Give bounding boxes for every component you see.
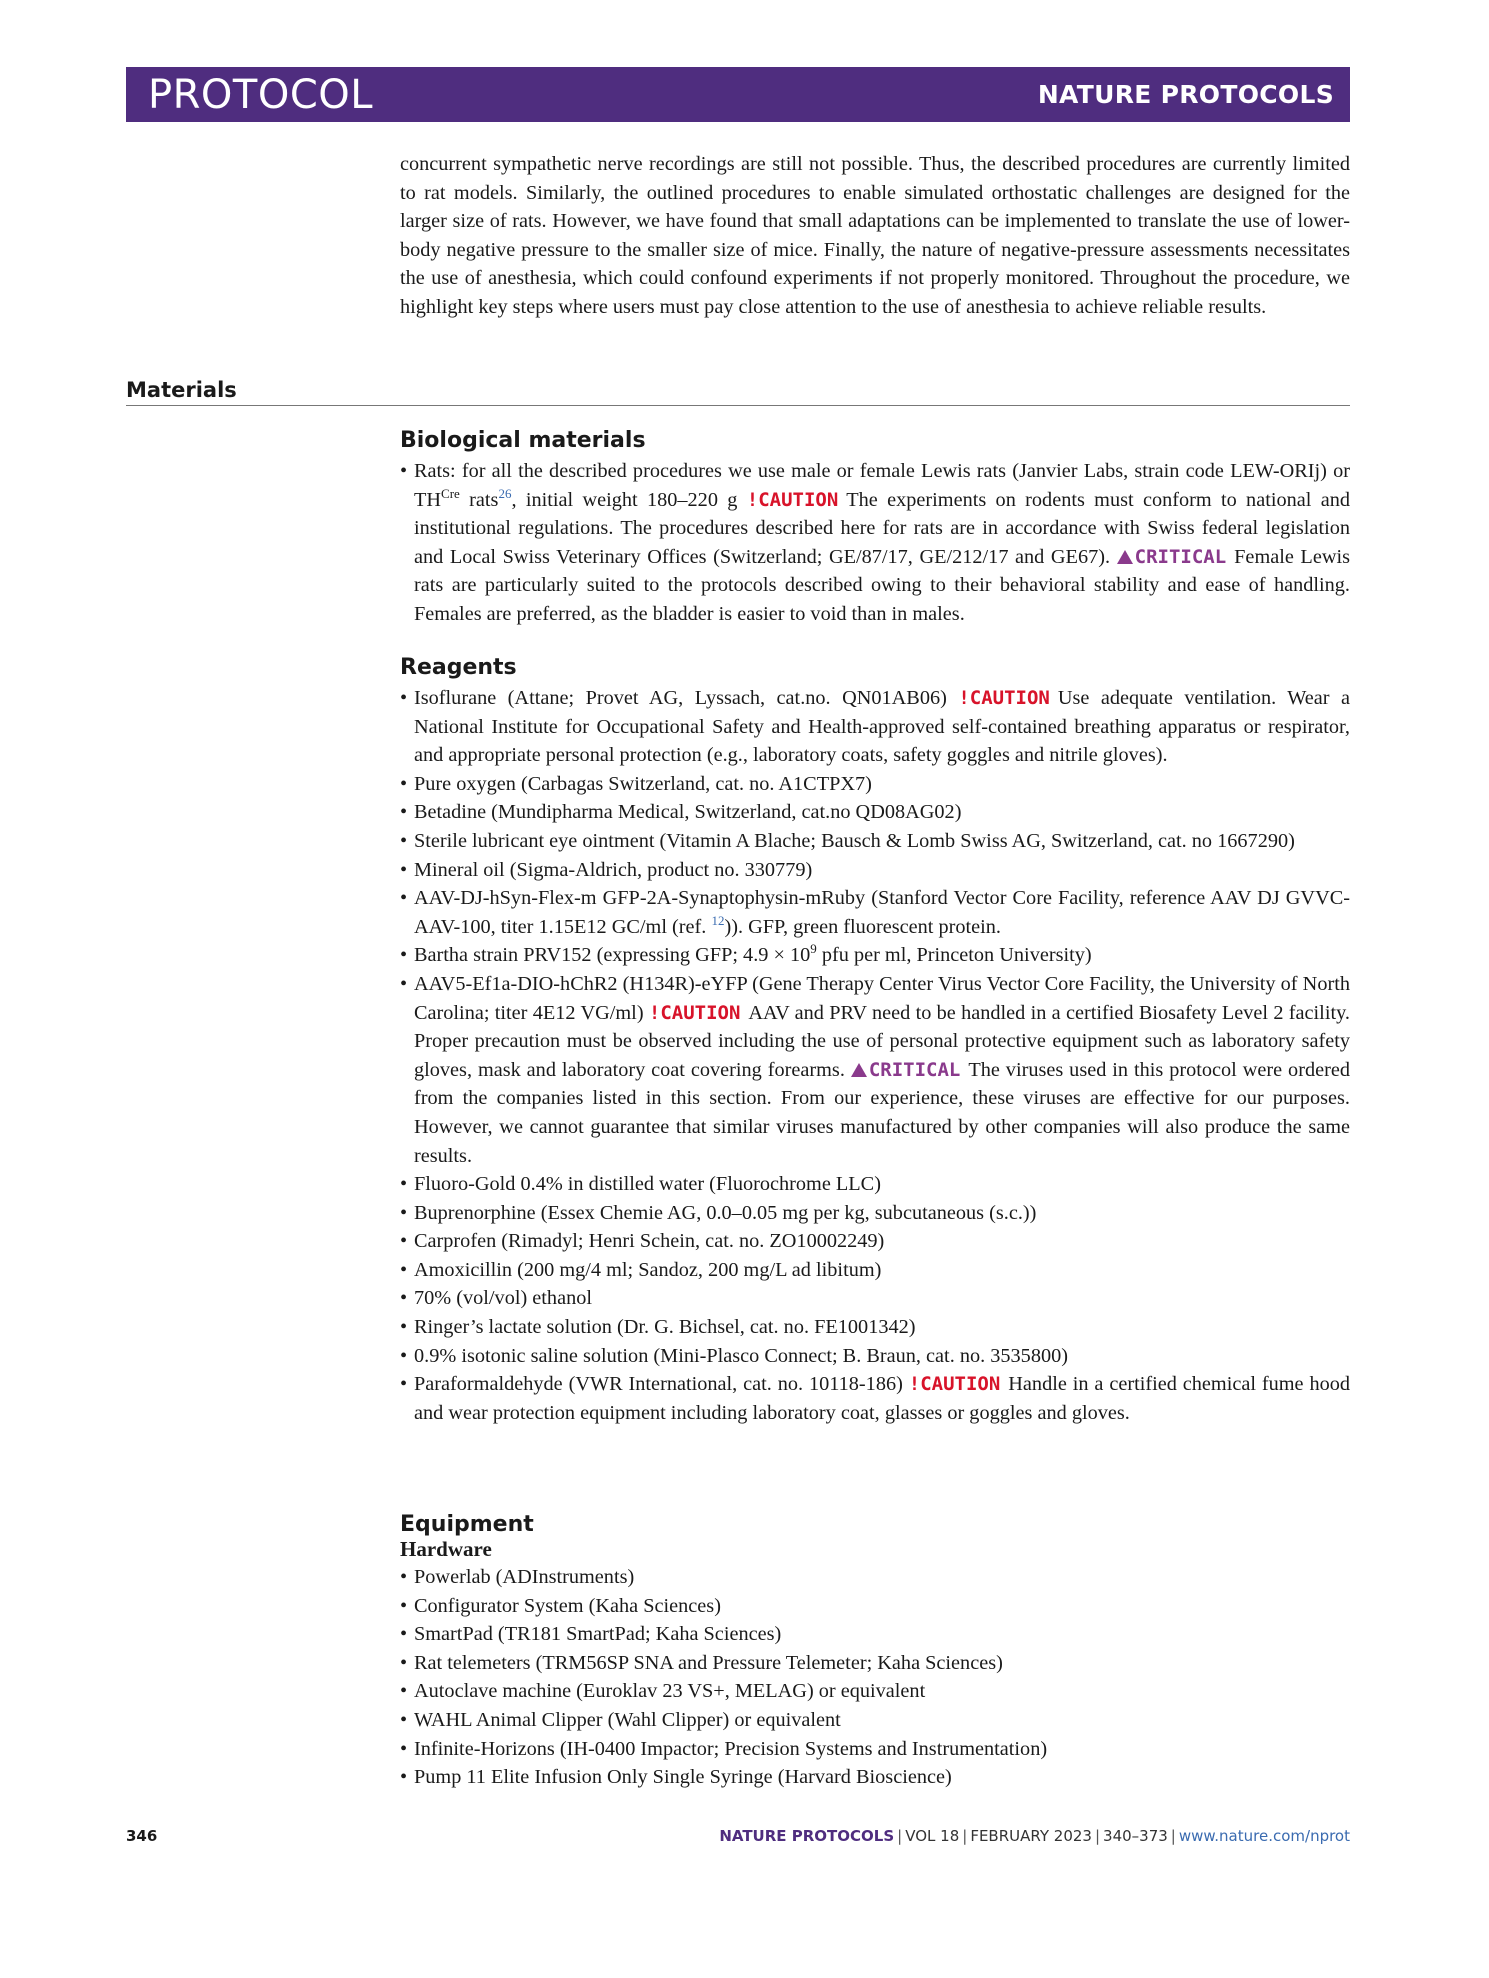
list-item: • Buprenorphine (Essex Chemie AG, 0.0–0.05 mg per kg, subcutaneous (s.c.)) — [400, 1201, 1037, 1224]
list-item: • Powerlab (ADInstruments) — [400, 1566, 635, 1588]
hardware-list — [400, 1563, 1350, 1792]
list-item: • 0.9% isotonic saline solution (Mini-Plasco Connect; B. Braun, cat. no. 3535800) — [400, 1344, 1068, 1367]
footer-date: FEBRUARY 2023 — [970, 1827, 1092, 1845]
list-item: • WAHL Animal Clipper (Wahl Clipper) or equivalent — [400, 1708, 841, 1731]
list-item: • SmartPad (TR181 SmartPad; Kaha Sciences) — [400, 1623, 782, 1646]
footer-volume: VOL 18 — [905, 1827, 960, 1845]
caution-label: !CAUTION — [648, 1001, 741, 1024]
list-item: • Fluoro-Gold 0.4% in distilled water (Fluorochrome LLC) — [400, 1173, 881, 1196]
list-item: • Autoclave machine (Euroklav 23 VS+, MELAG) or equivalent — [400, 1680, 926, 1703]
critical-triangle-icon — [851, 1063, 867, 1077]
list-item: • Mineral oil (Sigma-Aldrich, product no. 330779) — [400, 858, 813, 881]
list-item: • Ringer’s lactate solution (Dr. G. Bichsel, cat. no. FE1001342) — [400, 1316, 916, 1339]
intro-paragraph: concurrent sympathetic nerve recordings are still not possible. Thus, the described procedures are currently limited to rat models. Similarly, the outlined procedures to enable simulated orthostatic challenges are designed for the larger size of rats. However, we have found that small adaptations can be implemented to translate the use of lower-body negative pressure to the smaller size of mice. Finally, the nature of negative-pressure assessments necessitates the use of anesthesia, which could confound experiments if not properly monitored. Throughout the procedure, we highlight key steps where users must pay close attention to the use of anesthesia to achieve reliable results. — [400, 153, 1350, 318]
page-number: 346 — [126, 1827, 158, 1845]
list-item: • Configurator System (Kaha Sciences) — [400, 1594, 721, 1617]
list-item: • Betadine (Mundipharma Medical, Switzerland, cat.no QD08AG02) — [400, 801, 962, 824]
list-item: • Carprofen (Rimadyl; Henri Schein, cat. no. ZO10002249) — [400, 1230, 885, 1253]
list-item: • Paraformaldehyde (VWR International, cat. no. 10118-186) !CAUTION Handle in a certified chemical fume hood and wear protection equipment including laboratory coat, glasses or goggles and gloves. — [400, 1373, 1351, 1424]
article-type-label: PROTOCOL — [148, 71, 374, 118]
reagents-heading: Reagents — [400, 655, 517, 680]
caution-label: !CAUTION — [908, 1373, 1001, 1396]
header-banner — [126, 67, 1350, 122]
citation-link[interactable]: 12 — [711, 912, 725, 928]
journal-url-link[interactable]: www.nature.com/nprot — [1178, 1827, 1350, 1845]
list-item: • Amoxicillin (200 mg/4 ml; Sandoz, 200 mg/L ad libitum) — [400, 1258, 882, 1281]
list-item: • Pump 11 Elite Infusion Only Single Syringe (Harvard Bioscience) — [400, 1766, 952, 1789]
hardware-heading: Hardware — [400, 1537, 492, 1561]
list-item: • 70% (vol/vol) ethanol — [400, 1287, 592, 1310]
reagents-section — [400, 655, 1350, 1427]
citation-link[interactable]: 26 — [498, 485, 512, 501]
list-item: • Pure oxygen (Carbagas Switzerland, cat. no. A1CTPX7) — [400, 772, 872, 795]
biological-materials-list — [400, 457, 1350, 629]
critical-label: CRITICAL — [1134, 545, 1227, 568]
footer-pages: 340–373 — [1103, 1827, 1168, 1845]
reagents-list — [400, 684, 1350, 1427]
list-item: • Rat telemeters (TRM56SP SNA and Pressure Telemeter; Kaha Sciences) — [400, 1651, 1003, 1674]
journal-name: NATURE PROTOCOLS — [1037, 80, 1334, 109]
list-item: • Isoflurane (Attane; Provet AG, Lyssach, cat.no. QN01AB06) !CAUTION Use adequate ventilation. Wear a National Institute for Occupational Safety and Health-approved self-contained breathing apparatus or respirator, and appropriate personal protection (e.g., laboratory coats, safety goggles and nitrile gloves). — [400, 687, 1351, 767]
caution-label: !CAUTION — [958, 687, 1050, 709]
list-item: • Sterile lubricant eye ointment (Vitamin A Blache; Bausch & Lomb Swiss AG, Switzerland, cat. no 1667290) — [400, 829, 1295, 852]
list-item: • Bartha strain PRV152 (expressing GFP; $4.9 \times 10^9$ pfu per ml, Princeton University) — [400, 941, 1092, 967]
equipment-section — [400, 1512, 1350, 1792]
equipment-heading: Equipment — [400, 1512, 534, 1537]
caution-label: !CAUTION — [746, 488, 839, 511]
biological-materials-section — [400, 428, 1350, 629]
materials-heading: Materials — [126, 378, 1350, 406]
list-item: • AAV-DJ-hSyn-Flex-m GFP-2A-Synaptophysin-mRuby (Stanford Vector Core Facility, reference AAV DJ GVVC-AAV-100, titer 1.15E12 GC/ml (ref. $^{12}$)). GFP, green fluorescent protein. — [400, 887, 1350, 938]
list-item: • AAV5-Ef1a-DIO-hChR2 (H134R)-eYFP (Gene Therapy Center Virus Vector Core Facility, the University of North Carolina; titer 4E12 VG/ml) !CAUTION AAV and PRV need to be handled in a certified Biosafety Level 2 facility. Proper precaution must be observed including the use of personal protective equipment such as laboratory safety gloves, mask and laboratory coat covering forearms. CRITICAL The viruses used in this protocol were ordered from the companies listed in this section. From our experience, these viruses are effective for our purposes. However, we cannot guarantee that similar viruses manufactured by other companies will also produce the same results. — [400, 972, 1350, 1167]
critical-triangle-icon — [1117, 550, 1133, 564]
critical-label: CRITICAL — [868, 1058, 961, 1081]
journal-citation: NATURE PROTOCOLS | VOL 18 | FEBRUARY 2023 | 340–373 | www.nature.com/nprot — [719, 1827, 1350, 1845]
biological-materials-heading: Biological materials — [400, 428, 646, 453]
list-item: • Infinite-Horizons (IH-0400 Impactor; Precision Systems and Instrumentation) — [400, 1737, 1048, 1760]
footer-journal: NATURE PROTOCOLS — [719, 1827, 895, 1845]
list-item: • Rats: for all the described procedures we use male or female Lewis rats (Janvier Labs, strain code LEW-ORIj) or $TH^{Cre}$ rats$^{26}$, initial weight 180–220 g !CAUTION The experiments on rodents must conform to national and institutional regulations. The procedures described here for rats are in accordance with Swiss federal legislation and Local Swiss Veterinary Offices (Switzerland; GE/87/17, GE/212/17 and GE67). CRITICAL Female Lewis rats are particularly suited to the protocols described owing to their behavioral stability and ease of handling. Females are preferred, as the bladder is easier to void than in males. — [400, 460, 1350, 625]
